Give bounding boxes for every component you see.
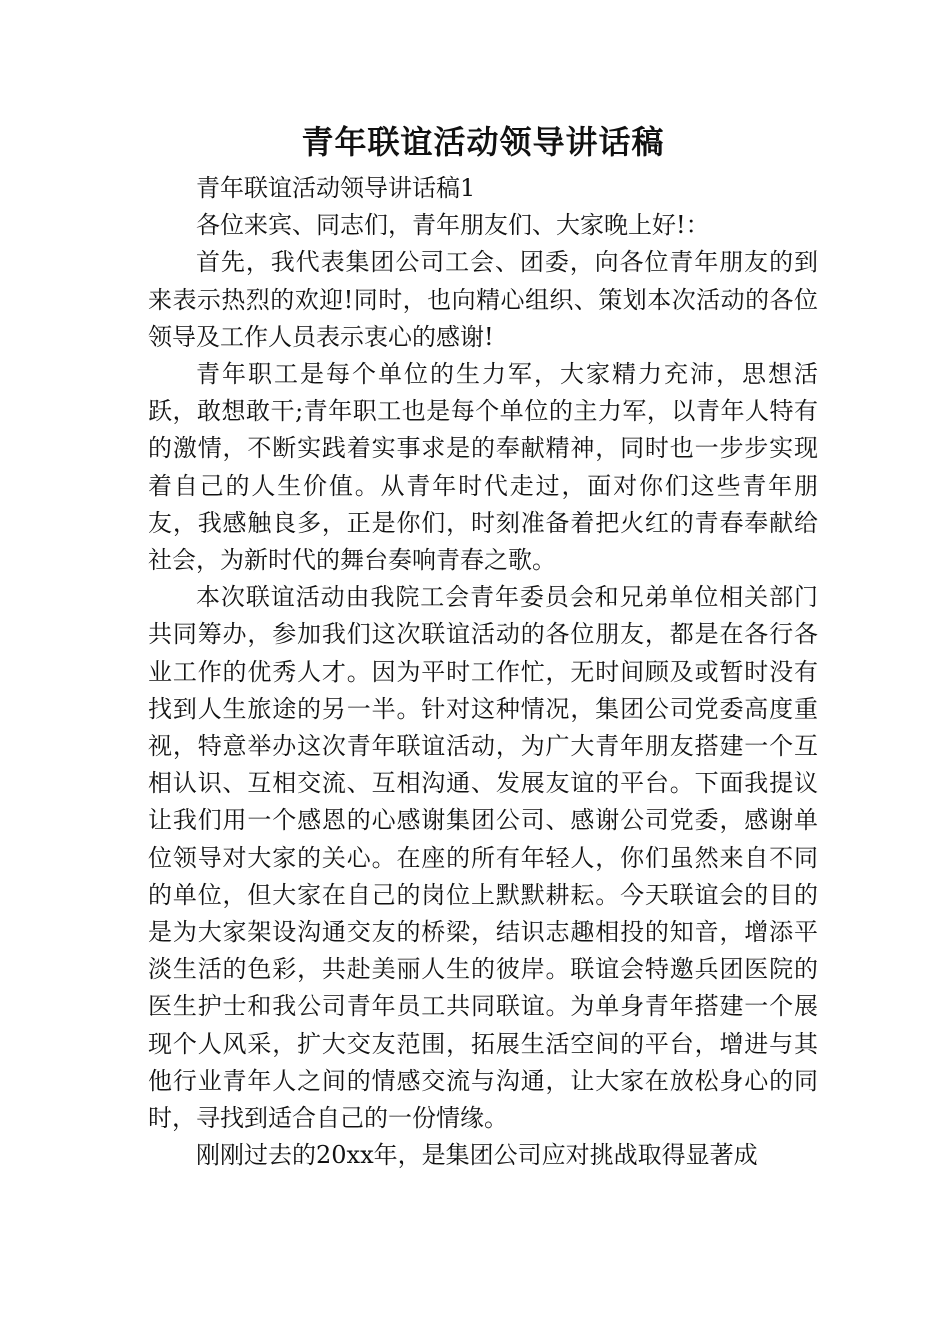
body-paragraph: 首先，我代表集团公司工会、团委，向各位青年朋友的到来表示热烈的欢迎!同时，也向精心组织、策划本次活动的各位领导及工作人员表示衷心的感谢! xyxy=(148,248,818,351)
document-page xyxy=(148,118,818,1174)
greeting-paragraph: 各位来宾、同志们，青年朋友们、大家晚上好!： xyxy=(196,211,710,240)
body-paragraph: 本次联谊活动由我院工会青年委员会和兄弟单位相关部门共同筹办，参加我们这次联谊活动的各位朋友，都是在各行各业工作的优秀人才。因为平时工作忙，无时间顾及或暂时没有找到人生旅途的另一半。针对这种情况，集团公司党委高度重视，特意举办这次青年联谊活动，为广大青年朋友搭建一个互相认识、互相交流、互相沟通、发展友谊的平台。下面我提议让我们用一个感恩的心感谢集团公司、感谢公司党委，感谢单位领导对大家的关心。在座的所有年轻人，你们虽然来自不同的单位，但大家在自己的岗位上默默耕耘。今天联谊会的目的是为大家架设沟通交友的桥梁，结识志趣相投的知音，增添平淡生活的色彩，共赴美丽人生的彼岸。联谊会特邀兵团医院的医生护士和我公司青年员工共同联谊。为单身青年搭建一个展现个人风采，扩大交友范围，拓展生活空间的平台，增进与其他行业青年人之间的情感交流与沟通，让大家在放松身心的同时，寻找到适合自己的一份情缘。 xyxy=(148,583,818,1133)
document-title: 青年联谊活动领导讲话稿 xyxy=(301,123,665,161)
body-paragraph: 刚刚过去的20xx年，是集团公司应对挑战取得显著成 xyxy=(196,1141,758,1170)
body-paragraph: 青年职工是每个单位的生力军，大家精力充沛，思想活跃，敢想敢干;青年职工也是每个单位的主力军，以青年人特有的激情，不断实践着实事求是的奉献精神，同时也一步步实现着自己的人生价值。从青年时代走过，面对你们这些青年朋友，我感触良多，正是你们，时刻准备着把火红的青春奉献给社会，为新时代的舞台奏响青春之歌。 xyxy=(148,360,818,575)
subtitle-paragraph: 青年联谊活动领导讲话稿1 xyxy=(196,174,476,202)
